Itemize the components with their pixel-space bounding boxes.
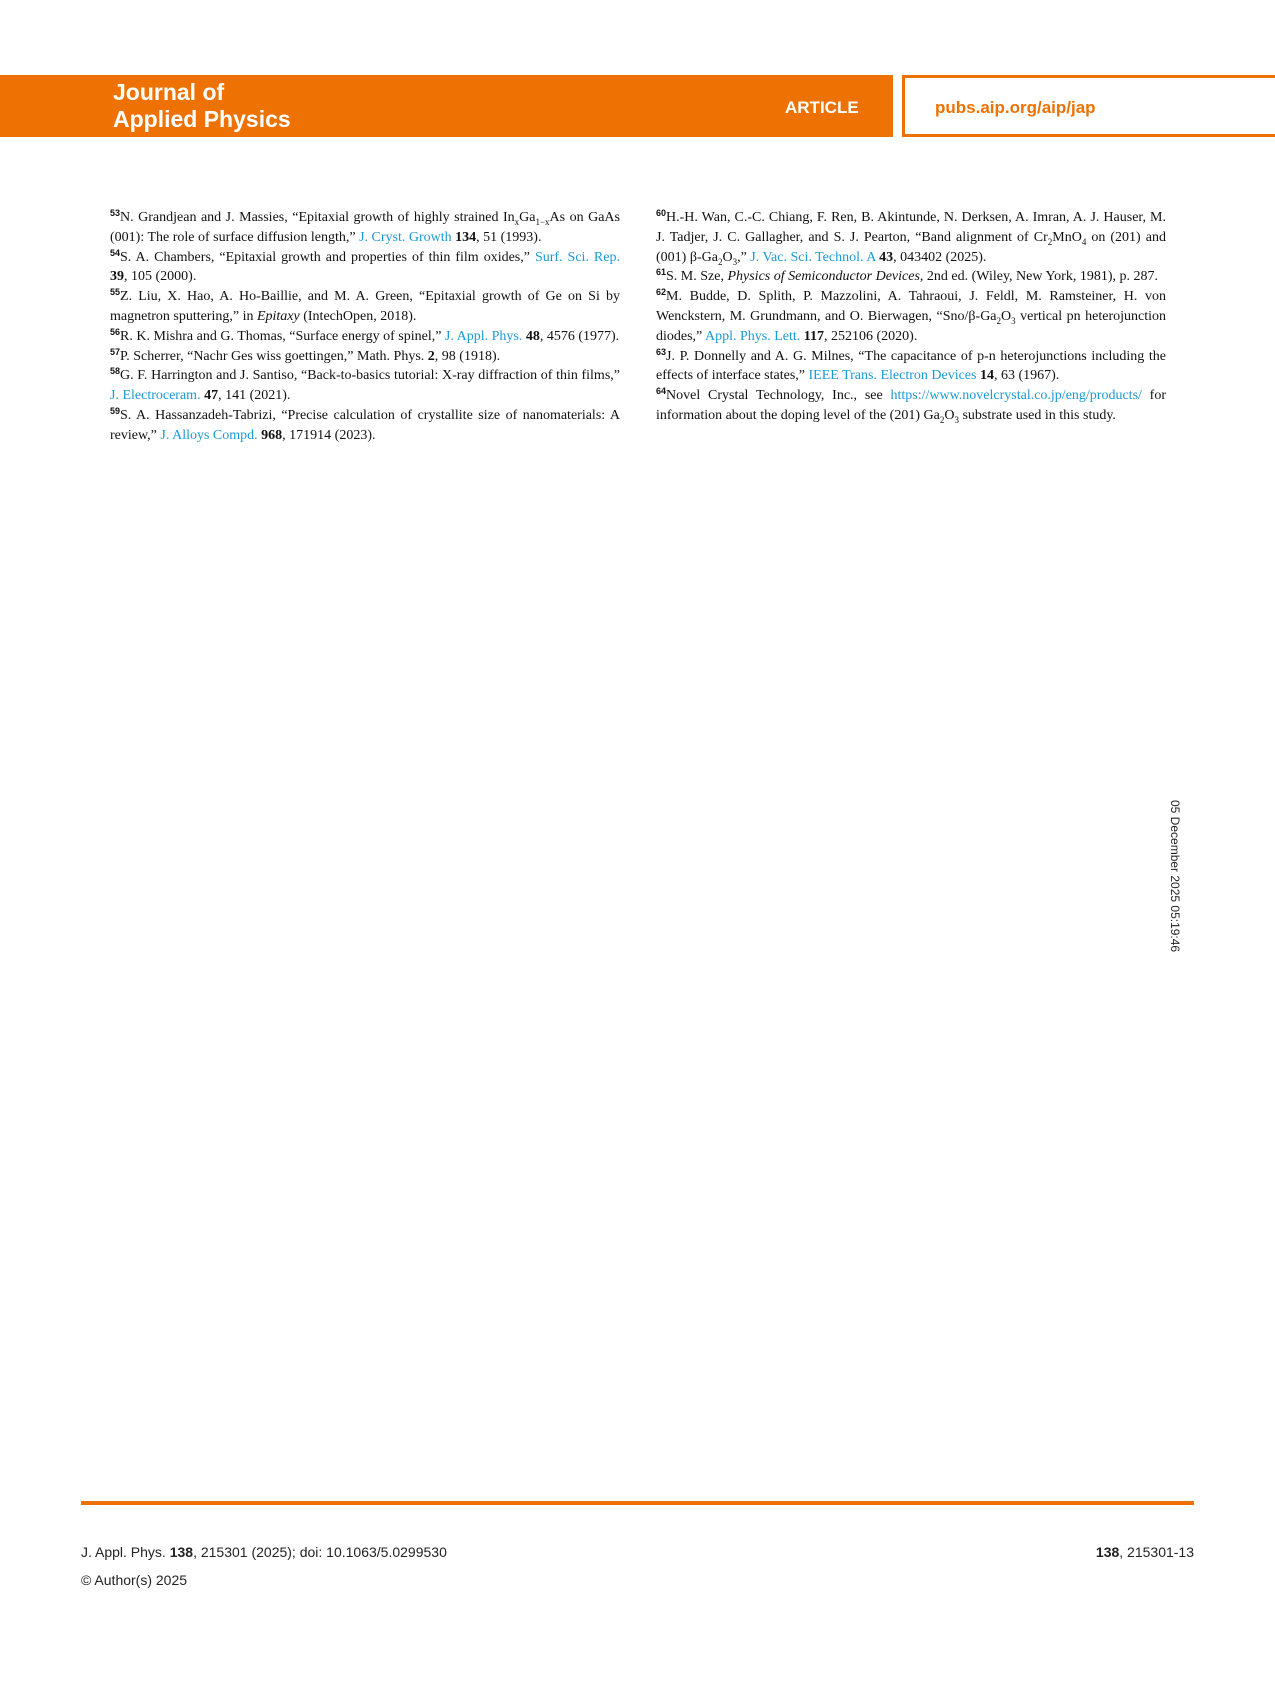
- journal-name-line2: Applied Physics: [113, 106, 291, 132]
- reference-item: [110, 347, 620, 367]
- reference-text: Physics of Semiconductor Devices: [727, 269, 920, 285]
- reference-number: 54: [110, 247, 121, 258]
- reference-item: [656, 267, 1166, 287]
- reference-text: 14: [979, 368, 994, 384]
- citation-prefix: J. Appl. Phys.: [81, 1544, 170, 1560]
- download-timestamp: 05 December 2025 05:19:46: [1168, 800, 1182, 953]
- reference-number: 57: [110, 346, 121, 357]
- reference-text: , 141 (2021).: [218, 388, 291, 404]
- reference-text: 3: [954, 414, 959, 425]
- reference-text: MnO: [1052, 229, 1082, 245]
- reference-text: , 51 (1993).: [476, 229, 542, 245]
- reference-link[interactable]: https://www.novelcrystal.co.jp/eng/products/: [890, 388, 1142, 404]
- reference-text: O: [1001, 308, 1012, 324]
- reference-number: 62: [656, 287, 667, 298]
- journal-name: [113, 79, 291, 133]
- reference-text: for information about the doping level of the (201) Ga: [656, 388, 1167, 423]
- reference-item: [110, 248, 620, 288]
- reference-text: H.-H. Wan, C.-C. Chiang, F. Ren, B. Akintunde, N. Derksen, A. Imran, A. J. Hauser, M. J. Tadjer, J. C. Gallagher, and S. J. Pearton, “Band alignment of Cr: [656, 210, 1166, 245]
- reference-link[interactable]: Surf. Sci. Rep.: [534, 249, 620, 265]
- reference-text: P. Scherrer, “Nachr Ges wiss goettingen,” Math. Phys.: [120, 348, 428, 364]
- reference-text: O: [722, 249, 733, 265]
- reference-text: 47: [204, 388, 219, 404]
- reference-item: [656, 347, 1166, 387]
- page-volume: 138: [1095, 1544, 1120, 1560]
- reference-text: 2: [1047, 236, 1053, 247]
- reference-item: [656, 386, 1166, 426]
- reference-text: , 4576 (1977).: [539, 328, 620, 344]
- reference-text: 39: [110, 269, 124, 285]
- reference-text: , 171914 (2023).: [282, 427, 376, 443]
- reference-number: 64: [656, 386, 667, 397]
- reference-link[interactable]: J. Appl. Phys.: [444, 328, 523, 344]
- reference-text: 48: [525, 328, 540, 344]
- reference-text: Ga: [519, 210, 536, 225]
- reference-link[interactable]: J. Alloys Compd.: [160, 427, 258, 443]
- reference-item: [110, 327, 620, 347]
- references-right-column: [656, 208, 1166, 426]
- reference-text: x: [514, 216, 520, 227]
- reference-text: G. F. Harrington and J. Santiso, “Back-to-basics tutorial: X-ray diffraction of thin films,”: [120, 368, 620, 384]
- footer-divider: [81, 1501, 1194, 1505]
- reference-text: S. A. Hassanzadeh-Tabrizi, “Precise calculation of crystallite size of nanomaterials: A review,”: [110, 407, 620, 443]
- reference-text: , 252106 (2020).: [824, 328, 918, 344]
- reference-text: 3: [1011, 315, 1016, 326]
- reference-text: 4: [1081, 236, 1087, 247]
- reference-text: R. K. Mishra and G. Thomas, “Surface energy of spinel,”: [120, 328, 445, 344]
- reference-link[interactable]: Appl. Phys. Lett.: [705, 328, 801, 344]
- reference-number: 55: [110, 287, 121, 298]
- reference-text: 2: [427, 348, 435, 364]
- reference-text: , 105 (2000).: [124, 269, 197, 285]
- reference-text: J. P. Donnelly and A. G. Milnes, “The capacitance of p-n heterojunctions including the effects of interface states,”: [656, 348, 1166, 384]
- page-id: , 215301-13: [1119, 1544, 1194, 1560]
- reference-number: 56: [110, 326, 121, 337]
- reference-item: [110, 406, 620, 446]
- reference-text: 134: [455, 229, 477, 245]
- reference-item: [110, 366, 620, 406]
- citation-volume: 138: [169, 1544, 194, 1560]
- reference-item: [110, 208, 620, 248]
- reference-text: ,”: [737, 249, 751, 265]
- reference-text: , 98 (1918).: [434, 348, 501, 364]
- reference-text: , 043402 (2025).: [893, 249, 987, 265]
- article-label: ARTICLE: [785, 98, 859, 117]
- reference-text: As on GaAs (001): The role of surface diffusion length,”: [110, 210, 620, 245]
- reference-text: (IntechOpen, 2018).: [299, 308, 417, 324]
- reference-text: 117: [803, 328, 825, 344]
- reference-number: 61: [656, 267, 667, 278]
- reference-text: M. Budde, D. Splith, P. Mazzolini, A. Tahraoui, J. Feldl, M. Ramsteiner, H. von Wenckstern, M. Grundmann, and O. Bierwagen, “Sno/β-Ga: [656, 289, 1166, 324]
- reference-number: 63: [656, 346, 667, 357]
- page-number: [1096, 1544, 1194, 1560]
- journal-url-link[interactable]: pubs.aip.org/aip/jap: [935, 98, 1096, 117]
- reference-text: O: [944, 407, 955, 423]
- reference-text: , 63 (1967).: [993, 368, 1060, 384]
- reference-text: S. A. Chambers, “Epitaxial growth and properties of thin film oxides,”: [120, 249, 535, 265]
- reference-link[interactable]: J. Cryst. Growth: [359, 229, 452, 245]
- reference-text: on (201) and (001) β-Ga: [656, 229, 1166, 265]
- reference-text: Z. Liu, X. Hao, A. Ho-Baillie, and M. A. Green, “Epitaxial growth of Ge on Si by magnetron sputtering,” in: [110, 289, 620, 324]
- reference-link[interactable]: J. Electroceram.: [110, 388, 201, 404]
- citation-doi[interactable]: , 215301 (2025); doi: 10.1063/5.0299530: [193, 1544, 447, 1560]
- reference-text: Novel Crystal Technology, Inc., see: [666, 388, 891, 404]
- reference-text: 968: [261, 427, 283, 443]
- reference-text: 1−x: [535, 216, 550, 227]
- reference-item: [110, 287, 620, 327]
- reference-text: 43: [879, 249, 894, 265]
- reference-item: [656, 287, 1166, 346]
- reference-number: 60: [656, 208, 667, 218]
- reference-number: 58: [110, 366, 121, 377]
- reference-item: [656, 208, 1166, 267]
- reference-text: , 2nd ed. (Wiley, New York, 1981), p. 287.: [919, 269, 1158, 285]
- reference-text: 3: [732, 256, 738, 267]
- journal-name-line1: Journal of: [113, 79, 225, 105]
- reference-text: vertical pn heterojunction diodes,”: [656, 308, 1166, 344]
- reference-text: 2: [717, 256, 723, 267]
- reference-number: 59: [110, 405, 121, 416]
- footer-copyright: © Author(s) 2025: [81, 1572, 188, 1588]
- reference-link[interactable]: J. Vac. Sci. Technol. A: [750, 249, 876, 265]
- reference-text: Epitaxy: [256, 308, 300, 324]
- footer-citation: [81, 1544, 447, 1560]
- references-left-column: [110, 208, 620, 446]
- reference-text: 2: [939, 414, 945, 425]
- reference-number: 53: [110, 208, 121, 218]
- reference-text: N. Grandjean and J. Massies, “Epitaxial growth of highly strained In: [120, 210, 515, 225]
- journal-url-box: [902, 75, 1275, 137]
- reference-text: substrate used in this study.: [958, 407, 1116, 423]
- reference-link[interactable]: IEEE Trans. Electron Devices: [808, 368, 977, 384]
- reference-text: 2: [996, 315, 1002, 326]
- reference-text: S. M. Sze,: [666, 269, 728, 285]
